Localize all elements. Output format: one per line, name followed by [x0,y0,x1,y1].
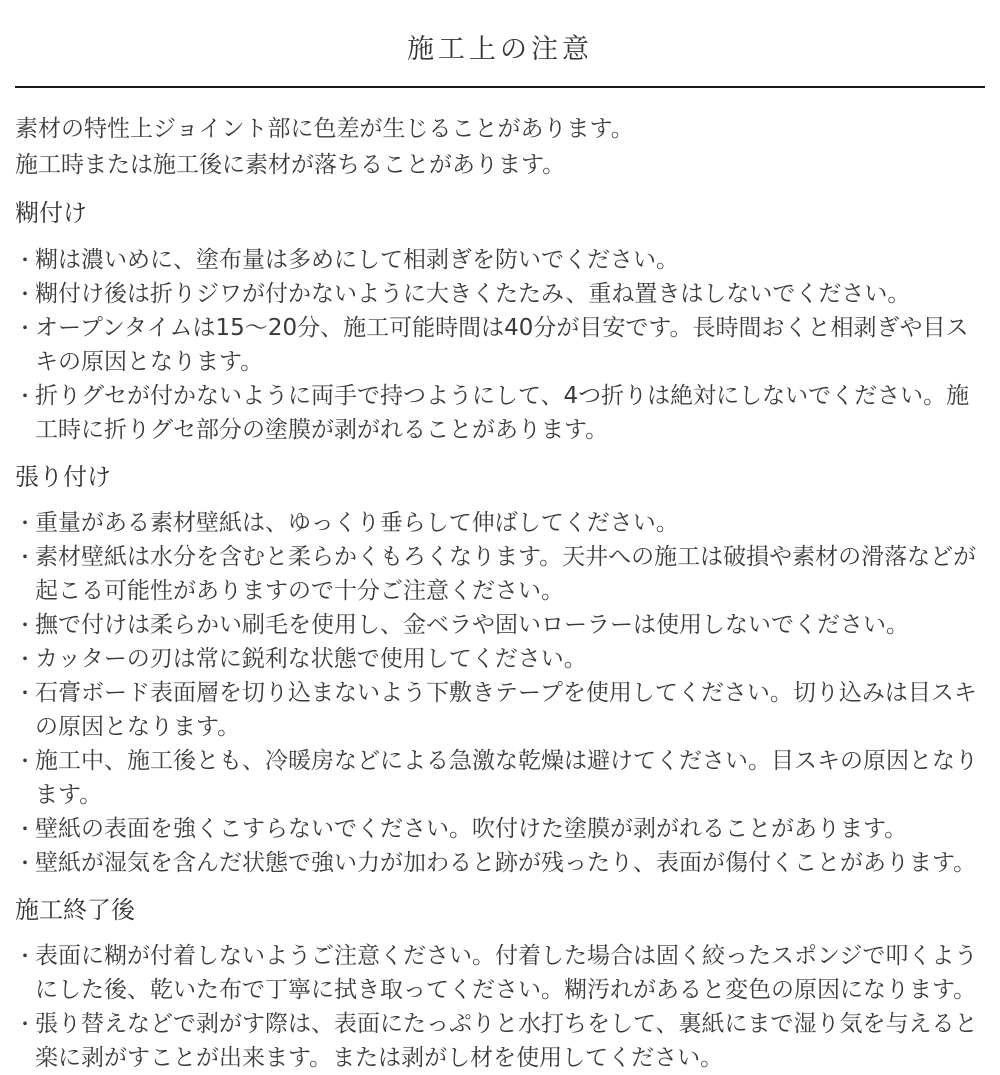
list-item-text: 撫で付けは柔らかい刷毛を使用し、金ベラや固いローラーは使用しないでください。 [35,611,909,638]
bullet-marker: ・ [15,850,35,875]
section-heading-pasting: 張り付け [15,462,111,491]
list-item [15,1007,985,1075]
list-item [15,846,985,880]
bullet-marker: ・ [15,816,35,841]
bullet-marker: ・ [15,1011,35,1036]
bullet-marker: ・ [15,680,35,705]
list-item [15,540,985,608]
bullet-marker: ・ [15,247,35,272]
list-item-text: 素材壁紙は水分を含むと柔らかくもろくなります。天井への施工は破損や素材の滑落などが起こる可能性がありますので十分ご注意ください。 [35,543,977,604]
list-item-text: オープンタイムは15〜20分、施工可能時間は40分が目安です。長時間おくと相剥ぎや目スキの原因となります。 [35,314,969,375]
list-item-text: 折りグセが付かないように両手で持つようにして、4つ折りは絶対にしないでください。施工時に折りグセ部分の塗膜が剥がれることがあります。 [35,382,970,443]
bullet-marker: ・ [15,315,35,340]
gluing-list [15,243,985,447]
list-item [15,744,985,812]
list-item [15,608,985,642]
list-item-text: カッターの刃は常に鋭利な状態で使用してください。 [35,645,587,672]
list-item [15,642,985,676]
bullet-marker: ・ [15,544,35,569]
bullet-marker: ・ [15,943,35,968]
section-heading-gluing: 糊付け [15,199,87,228]
list-item [15,812,985,846]
list-item [15,277,985,311]
list-item-text: 糊付け後は折りジワが付かないように大きくたたみ、重ね置きはしないでください。 [35,280,911,307]
list-item-text: 石膏ボード表面層を切り込まないよう下敷きテープを使用してください。切り込みは目スキの原因となります。 [35,679,977,740]
list-item-text: 施工中、施工後とも、冷暖房などによる急激な乾燥は避けてください。目スキの原因となります。 [35,747,978,808]
list-item-text: 壁紙の表面を強くこすらないでください。吹付けた塗膜が剥がれることがあります。 [35,815,908,842]
page-title: 施工上の注意 [407,34,593,65]
document-page [0,34,1000,1075]
bullet-marker: ・ [15,510,35,535]
bullet-marker: ・ [15,383,35,408]
list-item [15,506,985,540]
list-item-text: 表面に糊が付着しないようご注意ください。付着した場合は固く絞ったスポンジで叩くようにした後、乾いた布で丁寧に拭き取ってください。糊汚れがあると変色の原因になります。 [35,942,978,1003]
bullet-marker: ・ [15,612,35,637]
intro-line-1: 素材の特性上ジョイント部に色差が生じることがあります。 [15,116,634,143]
list-item [15,676,985,744]
list-item [15,379,985,447]
list-item-text: 張り替えなどで剥がす際は、表面にたっぷりと水打ちをして、裏紙にまで湿り気を与えると楽に剥がすことが出来ます。または剥がし材を使用してください。 [35,1010,978,1071]
bullet-marker: ・ [15,748,35,773]
list-item [15,311,985,379]
intro-line-2: 施工時または施工後に素材が落ちることがあります。 [15,152,566,179]
title-divider [15,86,985,88]
list-item [15,939,985,1007]
after-construction-list [15,939,985,1075]
list-item-text: 糊は濃いめに、塗布量は多めにして相剥ぎを防いでください。 [35,246,679,273]
pasting-list [15,506,985,880]
list-item [15,243,985,277]
list-item-text: 重量がある素材壁紙は、ゆっくり垂らして伸ばしてください。 [35,509,679,536]
list-item-text: 壁紙が湿気を含んだ状態で強い力が加わると跡が残ったり、表面が傷付くことがあります。 [35,849,977,876]
section-heading-after-construction: 施工終了後 [15,895,135,924]
bullet-marker: ・ [15,281,35,306]
bullet-marker: ・ [15,646,35,671]
